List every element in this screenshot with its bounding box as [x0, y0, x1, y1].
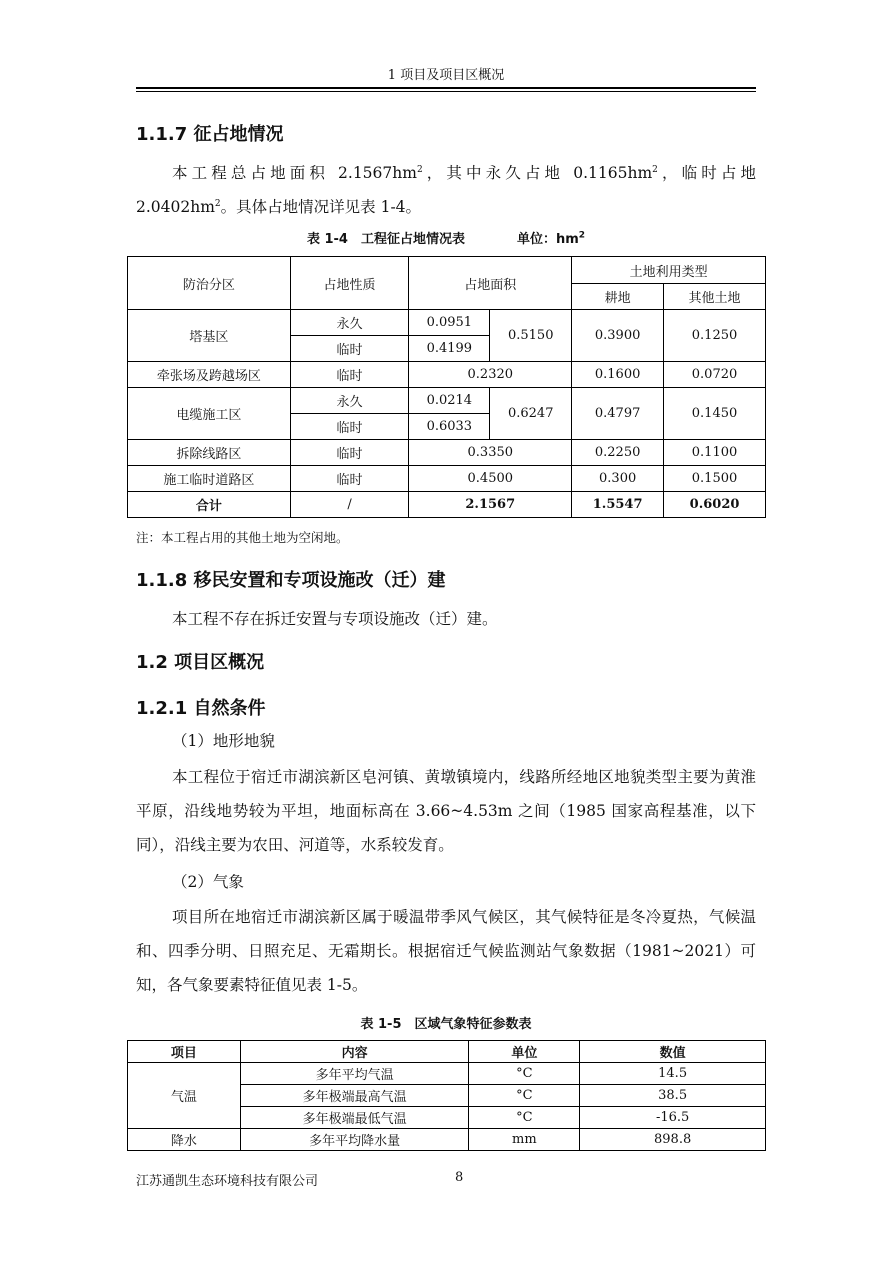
table-row: 降水 多年平均降水量 mm 898.8	[128, 1129, 766, 1151]
table-row: 临时 0.6033	[128, 414, 766, 440]
table-total-row: 合计 / 2.1567 1.5547 0.6020	[128, 492, 766, 518]
table-row: 多年极端最低气温 °C -16.5	[128, 1107, 766, 1129]
climate-parameter-table	[127, 1040, 766, 1151]
section-1-1-8-title: 1.1.8 移民安置和专项设施改（迁）建	[136, 570, 446, 591]
table-row: 气温 多年平均气温 °C 14.5	[128, 1063, 766, 1085]
footer-company: 江苏通凯生态环境科技有限公司	[136, 1174, 319, 1189]
header-landuse: 土地利用类型	[572, 257, 766, 284]
climate-paragraph: 项目所在地宿迁市湖滨新区属于暖温带季风气候区，其气候特征是冬冷夏热，气候温和、四季分明、日照充足、无霜期长。根据宿迁气候监测站气象数据（1981~2021）可知，各气象要素特征值见表 1-5。	[136, 908, 756, 994]
terrain-paragraph: 本工程位于宿迁市湖滨新区皂河镇、黄墩镇境内，线路所经地区地貌类型主要为黄淮平原，沿线地势较为平坦，地面标高在 3.66~4.53m 之间（1985 国家高程基准，以下同），沿线主要为农田、河道等，水系较发育。	[136, 768, 756, 854]
table-1-4-note: 注：本工程占用的其他土地为空闲地。	[136, 530, 349, 545]
table-row: 临时 0.4199	[128, 336, 766, 362]
header-rule-thick	[136, 87, 756, 89]
table-1-5-caption: 表 1-5 区域气象特征参数表	[360, 1017, 532, 1032]
header-rule-thin	[136, 91, 756, 92]
table-row: 牵张场及跨越场区 临时 0.2320 0.1600 0.0720	[128, 362, 766, 388]
header-area: 占地面积	[409, 257, 572, 310]
table-row: 多年极端最高气温 °C 38.5	[128, 1085, 766, 1107]
header-zone: 防治分区	[128, 257, 291, 310]
table-row: 施工临时道路区 临时 0.4500 0.300 0.1500	[128, 466, 766, 492]
header-nature: 占地性质	[290, 257, 409, 310]
header-item: 项目	[128, 1041, 241, 1063]
header-farmland: 耕地	[572, 284, 664, 310]
land-occupation-table	[127, 256, 766, 518]
running-header: 1 项目及项目区概况	[387, 68, 505, 83]
header-value: 数值	[580, 1041, 766, 1063]
section-1-2-title: 1.2 项目区概况	[136, 652, 265, 673]
table-1-4-caption: 表 1-4 工程征占地情况表 单位：$hm^2$	[306, 230, 586, 247]
header-other: 其他土地	[664, 284, 766, 310]
subheading-terrain: （1）地形地貌	[172, 732, 275, 750]
table-row: 电缆施工区 永久 0.0214 0.6247 0.4797 0.1450	[128, 388, 766, 414]
page-number: 8	[455, 1170, 464, 1185]
section-1-2-1-title: 1.2.1 自然条件	[136, 698, 266, 719]
section-1-1-7-title: 1.1.7 征占地情况	[136, 124, 284, 145]
header-unit: 单位	[469, 1041, 580, 1063]
table-row: 拆除线路区 临时 0.3350 0.2250 0.1100	[128, 440, 766, 466]
section-1-1-7-paragraph: 本工程总占地面积 $2.1567hm^2$，其中永久占地 $0.1165hm^2$，临时占地 $2.0402hm^2$。具体占地情况详见表 1-4。	[136, 164, 756, 216]
table-row: 塔基区 永久 0.0951 0.5150 0.3900 0.1250	[128, 310, 766, 336]
subheading-climate: （2）气象	[172, 873, 244, 891]
section-1-1-8-paragraph: 本工程不存在拆迁安置与专项设施改（迁）建。	[172, 610, 498, 628]
header-content: 内容	[240, 1041, 469, 1063]
